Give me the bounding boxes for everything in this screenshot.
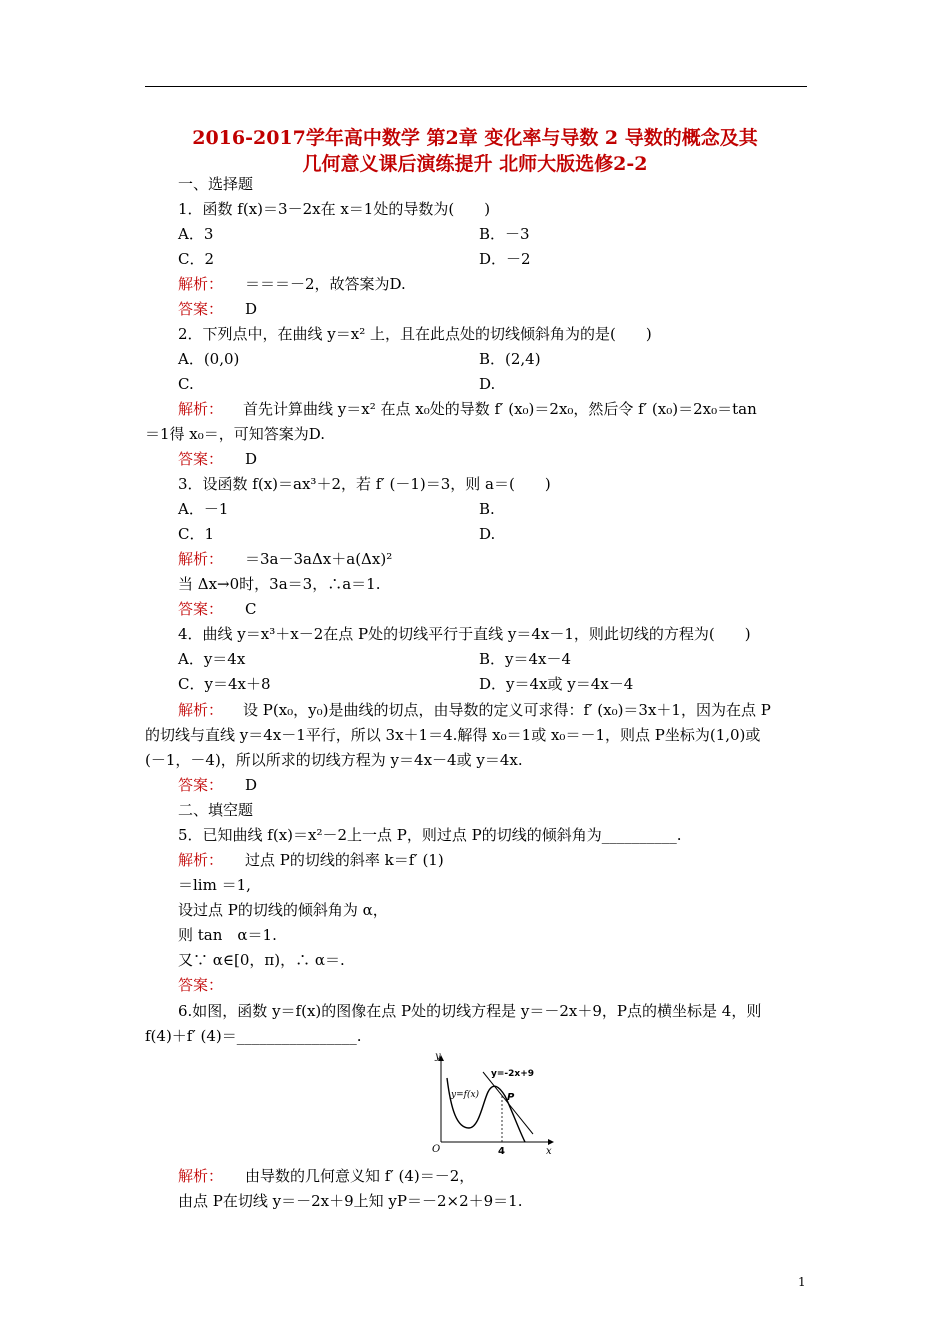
q5-stem: 5．已知曲线 f(x)＝x²－2上一点 P，则过点 P的切线的倾斜角为__________. [178,826,682,844]
q6-analysis-line2: 由点 P在切线 y＝－2x＋9上知 yP＝－2×2＋9＝1. [178,1192,523,1210]
q4-answer-label: 答案： [178,776,224,794]
q5-analysis-line1: 过点 P的切线的斜率 k＝f′ (1) [245,851,444,869]
q4-analysis-line2: 的切线与直线 y＝4x－1平行，所以 3x＋1＝4.解得 x₀＝1或 x₀＝－1，则点 P坐标为(1,0)或 [145,726,761,744]
q3-option-a: A．－1 [178,500,229,518]
section-heading-choice: 一、选择题 [178,175,254,193]
q6-stem-line2: f(4)＋f′ (4)＝________________. [145,1027,362,1045]
q2-answer: D [245,450,258,468]
q4-option-c: C．y＝4x＋8 [178,675,271,693]
q2-stem: 2．下列点中，在曲线 y＝x² 上，且在此点处的切线倾斜角为的是( ) [178,325,652,343]
q4-answer: D [245,776,258,794]
tangent-equation-label: y=-2x+9 [491,1069,535,1079]
page-number: 1 [798,1275,806,1289]
header-rule [145,86,807,87]
q5-answer-label: 答案： [178,976,224,994]
q1-answer-label: 答案： [178,300,224,318]
q3-option-d: D. [479,525,496,543]
q1-option-d: D．－2 [479,250,531,268]
tick-label-4: 4 [498,1146,505,1157]
q2-answer-label: 答案： [178,450,224,468]
section-heading-fill: 二、填空题 [178,801,254,819]
q4-analysis-line1: 设 P(x₀，y₀)是曲线的切点，由导数的定义可求得：f′ (x₀)＝3x＋1，因为在点 P [243,701,771,719]
q1-stem: 1．函数 f(x)＝3－2x在 x＝1处的导数为( ) [178,200,491,218]
q2-option-a: A．(0,0) [178,350,240,368]
q3-answer: C [245,600,257,618]
q2-option-b: B．(2,4) [479,350,541,368]
q6-function-figure [425,1050,560,1160]
q4-option-b: B．y＝4x－4 [479,650,572,668]
q6-analysis-label: 解析： [178,1167,224,1185]
q5-analysis-line3: 设过点 P的切线的倾斜角为 α， [178,901,388,919]
q4-analysis-line3: (－1，－4)，所以所求的切线方程为 y＝4x－4或 y＝4x. [145,751,523,769]
q2-option-c: C. [178,375,194,393]
q4-stem: 4．曲线 y＝x³＋x－2在点 P处的切线平行于直线 y＝4x－1，则此切线的方程为( ) [178,625,751,643]
q2-analysis-line1: 首先计算曲线 y＝x² 在点 x₀处的导数 f′ (x₀)＝2x₀，然后令 f′ (x₀)＝2x₀＝tan [243,400,757,418]
q4-option-d: D．y＝4x或 y＝4x－4 [479,675,634,693]
q3-analysis-line2: 当 Δx→0时，3a＝3，∴a＝1. [178,575,381,593]
q4-option-a: A．y＝4x [178,650,246,668]
y-axis-label: y [435,1051,441,1062]
q1-option-c: C．2 [178,250,215,268]
q5-analysis-line5: 又∵ α∈[0，π)，∴ α＝. [178,951,345,969]
q3-analysis-label: 解析： [178,550,224,568]
point-p-label: P [507,1092,515,1103]
curve-label: y=f(x) [451,1090,480,1100]
q1-option-a: A．3 [178,225,214,243]
q1-answer: D [245,300,258,318]
q3-option-c: C．1 [178,525,215,543]
document-title-line2: 几何意义课后演练提升 北师大版选修2-2 [302,153,648,175]
q5-analysis-line2: ＝lim ＝1, [178,876,251,894]
q1-option-b: B．－3 [479,225,530,243]
document-title-line1: 2016-2017学年高中数学 第2章 变化率与导数 2 导数的概念及其 [192,127,758,149]
q3-option-b: B. [479,500,495,518]
q4-analysis-label: 解析： [178,701,224,719]
q6-stem-line1: 6.如图，函数 y＝f(x)的图像在点 P处的切线方程是 y＝－2x＋9，P点的横坐标是 4，则 [178,1002,762,1020]
origin-label: O [432,1144,441,1155]
x-axis-label: x [546,1146,552,1157]
q2-option-d: D. [479,375,496,393]
q5-analysis-line4: 则 tan α＝1. [178,926,277,944]
tangent-line [483,1072,533,1134]
q3-stem: 3．设函数 f(x)＝ax³＋2，若 f′ (－1)＝3，则 a＝( ) [178,475,551,493]
q6-analysis-line1: 由导数的几何意义知 f′ (4)＝－2， [245,1167,475,1185]
q3-answer-label: 答案： [178,600,224,618]
q2-analysis-label: 解析： [178,400,224,418]
q5-analysis-label: 解析： [178,851,224,869]
q2-analysis-line2: ＝1得 x₀＝，可知答案为D. [145,425,326,443]
q1-analysis: ＝＝＝－2，故答案为D. [245,275,406,293]
q3-analysis-line1: ＝3a－3aΔx＋a(Δx)² [245,550,393,568]
q1-analysis-label: 解析： [178,275,224,293]
